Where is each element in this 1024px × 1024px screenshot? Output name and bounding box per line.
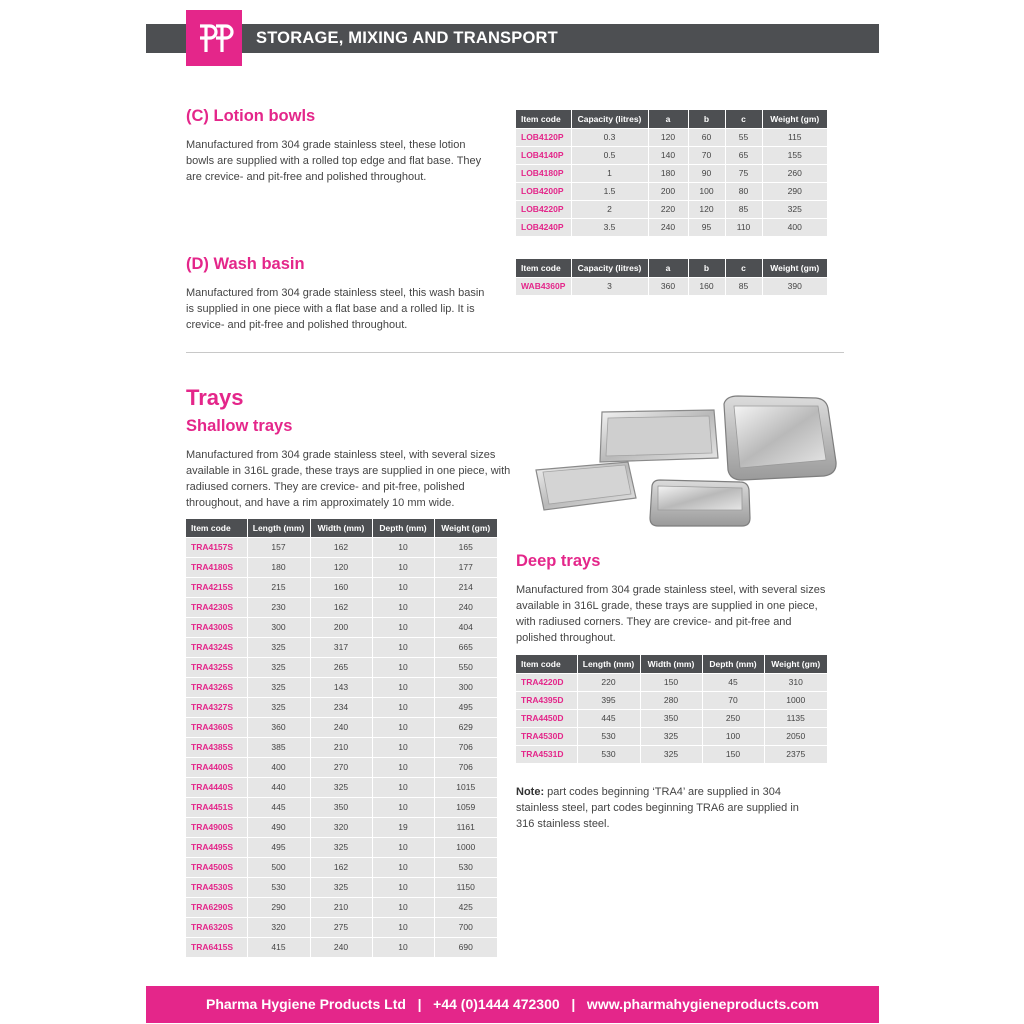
table-cell: 317 (310, 637, 372, 657)
item-code-cell: LOB4240P (516, 218, 571, 236)
table-cell: 629 (434, 717, 497, 737)
table-cell: 200 (648, 182, 688, 200)
table-cell: 162 (310, 597, 372, 617)
table-row (186, 557, 497, 577)
table-row (516, 218, 827, 236)
table-cell: 95 (688, 218, 725, 236)
column-header: Item code (186, 519, 247, 537)
table-cell: 300 (434, 677, 497, 697)
table-cell: 214 (434, 577, 497, 597)
column-header: Item code (516, 110, 571, 128)
table-row (516, 691, 827, 709)
table-cell: 220 (577, 673, 640, 691)
table-cell: 395 (577, 691, 640, 709)
item-code-cell: LOB4140P (516, 146, 571, 164)
table-row (186, 817, 497, 837)
table-cell: 10 (372, 837, 434, 857)
table-cell: 325 (640, 727, 702, 745)
item-code-cell: LOB4220P (516, 200, 571, 218)
table-row (516, 128, 827, 146)
table-row (186, 757, 497, 777)
item-code-cell: TRA4215S (186, 577, 247, 597)
table-cell: 220 (648, 200, 688, 218)
table-cell: 45 (702, 673, 764, 691)
table-cell: 65 (725, 146, 762, 164)
item-code-cell: TRA6320S (186, 917, 247, 937)
item-code-cell: TRA6415S (186, 937, 247, 957)
table-cell: 10 (372, 597, 434, 617)
table-cell: 180 (648, 164, 688, 182)
table-cell: 165 (434, 537, 497, 557)
table-cell: 10 (372, 797, 434, 817)
header-title: STORAGE, MIXING AND TRANSPORT (256, 29, 558, 47)
table-cell: 10 (372, 677, 434, 697)
item-code-cell: LOB4200P (516, 182, 571, 200)
column-header: Length (mm) (247, 519, 310, 537)
table-cell: 350 (640, 709, 702, 727)
table-cell: 75 (725, 164, 762, 182)
table-row (516, 200, 827, 218)
table-row (186, 597, 497, 617)
table-row (186, 697, 497, 717)
table-cell: 157 (247, 537, 310, 557)
table-cell: 280 (640, 691, 702, 709)
table-cell: 215 (247, 577, 310, 597)
table-cell: 100 (688, 182, 725, 200)
table-cell: 200 (310, 617, 372, 637)
table-row (186, 857, 497, 877)
table-cell: 690 (434, 937, 497, 957)
item-code-cell: TRA4230S (186, 597, 247, 617)
table-cell: 3 (571, 277, 648, 295)
table-cell: 400 (247, 757, 310, 777)
table-cell: 1059 (434, 797, 497, 817)
table-row (186, 897, 497, 917)
table-cell: 10 (372, 757, 434, 777)
item-code-cell: TRA4220D (516, 673, 577, 691)
stainless-trays-photo (528, 390, 840, 530)
table-row (186, 577, 497, 597)
item-code-cell: LOB4180P (516, 164, 571, 182)
table-cell: 275 (310, 917, 372, 937)
table-cell: 500 (247, 857, 310, 877)
table-cell: 350 (310, 797, 372, 817)
table-row (516, 709, 827, 727)
table-cell: 85 (725, 277, 762, 295)
column-header: Length (mm) (577, 655, 640, 673)
table-cell: 265 (310, 657, 372, 677)
table-header-row (516, 259, 827, 277)
table-cell: 10 (372, 637, 434, 657)
table-cell: 110 (725, 218, 762, 236)
item-code-cell: TRA4530D (516, 727, 577, 745)
table-cell: 240 (310, 717, 372, 737)
item-code-cell: TRA4395D (516, 691, 577, 709)
table-cell: 150 (640, 673, 702, 691)
table-header-row (516, 110, 827, 128)
table-cell: 530 (247, 877, 310, 897)
table-cell: 10 (372, 737, 434, 757)
table-cell: 10 (372, 537, 434, 557)
table-cell: 706 (434, 737, 497, 757)
item-code-cell: TRA4450D (516, 709, 577, 727)
table-cell: 85 (725, 200, 762, 218)
table-cell: 10 (372, 697, 434, 717)
table-row (186, 917, 497, 937)
table-cell: 2375 (764, 745, 827, 763)
table-cell: 1000 (764, 691, 827, 709)
table-cell: 530 (577, 745, 640, 763)
table-cell: 1 (571, 164, 648, 182)
table-row (186, 777, 497, 797)
column-header: a (648, 110, 688, 128)
table-cell: 250 (702, 709, 764, 727)
table-cell: 240 (434, 597, 497, 617)
deep-trays-table (516, 655, 827, 763)
table-row (186, 617, 497, 637)
table-cell: 325 (762, 200, 827, 218)
table-header-row (186, 519, 497, 537)
item-code-cell: TRA4180S (186, 557, 247, 577)
footer-contact: Pharma Hygiene Products Ltd | +44 (0)1444 472300 | www.pharmahygieneproducts.com (205, 996, 820, 1012)
table-cell: 290 (247, 897, 310, 917)
table-cell: 10 (372, 557, 434, 577)
table-cell: 1150 (434, 877, 497, 897)
table-cell: 210 (310, 897, 372, 917)
item-code-cell: TRA4440S (186, 777, 247, 797)
table-row (186, 677, 497, 697)
table-cell: 3.5 (571, 218, 648, 236)
table-row (516, 673, 827, 691)
column-header: a (648, 259, 688, 277)
column-header: c (725, 259, 762, 277)
item-code-cell: TRA4495S (186, 837, 247, 857)
note-label: Note: (516, 786, 545, 798)
table-cell: 143 (310, 677, 372, 697)
column-header: Capacity (litres) (571, 110, 648, 128)
column-header: Capacity (litres) (571, 259, 648, 277)
table-cell: 445 (577, 709, 640, 727)
item-code-cell: TRA4500S (186, 857, 247, 877)
table-cell: 400 (762, 218, 827, 236)
table-cell: 385 (247, 737, 310, 757)
table-cell: 19 (372, 817, 434, 837)
table-cell: 160 (310, 577, 372, 597)
table-cell: 1.5 (571, 182, 648, 200)
table-cell: 550 (434, 657, 497, 677)
shallow-trays-description: Manufactured from 304 grade stainless steel, with several sizes available in 316L grade, these trays are supplied in one piece, with radiused corners. They are crevice- and pit-free, polished throughout, and have a rim approximately 10 mm wide. (186, 449, 511, 509)
table-cell: 90 (688, 164, 725, 182)
shallow-trays-table (186, 519, 497, 957)
table-cell: 0.5 (571, 146, 648, 164)
table-cell: 120 (688, 200, 725, 218)
column-header: Item code (516, 259, 571, 277)
table-cell: 70 (702, 691, 764, 709)
table-cell: 360 (648, 277, 688, 295)
table-cell: 290 (762, 182, 827, 200)
item-code-cell: TRA4327S (186, 697, 247, 717)
table-cell: 2050 (764, 727, 827, 745)
table-cell: 120 (310, 557, 372, 577)
column-header: Depth (mm) (372, 519, 434, 537)
table-cell: 210 (310, 737, 372, 757)
material-note (516, 784, 816, 832)
table-cell: 445 (247, 797, 310, 817)
section-divider (186, 352, 844, 353)
wash-basin-table (516, 259, 827, 295)
table-row (516, 164, 827, 182)
table-row (186, 937, 497, 957)
table-row (516, 277, 827, 295)
item-code-cell: TRA4530S (186, 877, 247, 897)
table-cell: 665 (434, 637, 497, 657)
column-header: Weight (gm) (762, 259, 827, 277)
column-header: Weight (gm) (762, 110, 827, 128)
table-cell: 360 (247, 717, 310, 737)
table-cell: 240 (310, 937, 372, 957)
table-header-row (516, 655, 827, 673)
table-cell: 160 (688, 277, 725, 295)
column-header: b (688, 259, 725, 277)
item-code-cell: TRA4157S (186, 537, 247, 557)
column-header: b (688, 110, 725, 128)
wash-basin-title: (D) Wash basin (186, 255, 305, 273)
table-cell: 325 (640, 745, 702, 763)
table-cell: 162 (310, 537, 372, 557)
table-row (186, 717, 497, 737)
deep-trays-title: Deep trays (516, 552, 601, 570)
table-cell: 1015 (434, 777, 497, 797)
table-cell: 10 (372, 937, 434, 957)
table-row (186, 797, 497, 817)
table-cell: 260 (762, 164, 827, 182)
column-header: c (725, 110, 762, 128)
table-cell: 80 (725, 182, 762, 200)
table-row (186, 877, 497, 897)
item-code-cell: TRA4325S (186, 657, 247, 677)
table-cell: 495 (247, 837, 310, 857)
table-cell: 490 (247, 817, 310, 837)
column-header: Item code (516, 655, 577, 673)
shallow-trays-title: Shallow trays (186, 417, 293, 435)
table-cell: 10 (372, 617, 434, 637)
table-cell: 177 (434, 557, 497, 577)
table-cell: 1161 (434, 817, 497, 837)
note-text: part codes beginning ‘TRA4’ are supplied in 304 stainless steel, part codes beginning TRA6 are supplied in 316 stainless steel. (516, 786, 799, 830)
table-cell: 10 (372, 657, 434, 677)
table-cell: 530 (434, 857, 497, 877)
table-row (516, 182, 827, 200)
table-row (186, 737, 497, 757)
table-cell: 60 (688, 128, 725, 146)
table-cell: 706 (434, 757, 497, 777)
item-code-cell: TRA4360S (186, 717, 247, 737)
table-row (516, 727, 827, 745)
column-header: Depth (mm) (702, 655, 764, 673)
table-cell: 10 (372, 917, 434, 937)
table-cell: 150 (702, 745, 764, 763)
table-cell: 180 (247, 557, 310, 577)
table-cell: 325 (310, 837, 372, 857)
lotion-bowls-description: Manufactured from 304 grade stainless steel, these lotion bowls are supplied with a rolled top edge and flat base. They are crevice- and pit-free and polished throughout. (186, 139, 482, 183)
table-cell: 325 (310, 877, 372, 897)
item-code-cell: TRA4531D (516, 745, 577, 763)
item-code-cell: TRA4326S (186, 677, 247, 697)
item-code-cell: TRA4451S (186, 797, 247, 817)
table-cell: 300 (247, 617, 310, 637)
table-cell: 115 (762, 128, 827, 146)
table-cell: 700 (434, 917, 497, 937)
table-cell: 10 (372, 897, 434, 917)
table-cell: 55 (725, 128, 762, 146)
table-row (186, 537, 497, 557)
table-cell: 320 (310, 817, 372, 837)
table-cell: 404 (434, 617, 497, 637)
trays-title: Trays (186, 385, 244, 410)
table-cell: 390 (762, 277, 827, 295)
column-header: Weight (gm) (764, 655, 827, 673)
lotion-bowls-title: (C) Lotion bowls (186, 107, 316, 125)
lotion-bowls-table (516, 110, 827, 236)
table-cell: 320 (247, 917, 310, 937)
column-header: Weight (gm) (434, 519, 497, 537)
item-code-cell: TRA6290S (186, 897, 247, 917)
table-cell: 495 (434, 697, 497, 717)
wash-basin-description: Manufactured from 304 grade stainless steel, this wash basin is supplied in one piece with a flat base and a rolled lip. It is crevice- and pit-free and polished throughout. (186, 287, 485, 331)
table-cell: 100 (702, 727, 764, 745)
pharma-hygiene-logo-icon (186, 10, 242, 66)
table-cell: 325 (247, 657, 310, 677)
item-code-cell: WAB4360P (516, 277, 571, 295)
table-cell: 120 (648, 128, 688, 146)
table-cell: 10 (372, 777, 434, 797)
table-cell: 10 (372, 577, 434, 597)
item-code-cell: TRA4324S (186, 637, 247, 657)
item-code-cell: LOB4120P (516, 128, 571, 146)
table-row (186, 657, 497, 677)
table-cell: 10 (372, 857, 434, 877)
item-code-cell: TRA4300S (186, 617, 247, 637)
table-row (516, 146, 827, 164)
table-cell: 310 (764, 673, 827, 691)
table-cell: 325 (247, 637, 310, 657)
table-cell: 325 (310, 777, 372, 797)
table-cell: 1135 (764, 709, 827, 727)
item-code-cell: TRA4385S (186, 737, 247, 757)
table-cell: 0.3 (571, 128, 648, 146)
table-cell: 230 (247, 597, 310, 617)
table-cell: 325 (247, 697, 310, 717)
column-header: Width (mm) (310, 519, 372, 537)
table-cell: 10 (372, 877, 434, 897)
deep-trays-description: Manufactured from 304 grade stainless steel, with several sizes available in 316L grade, these trays are supplied in one piece, with radiused corners. They are crevice- and pit-free and polished throughout. (516, 584, 826, 644)
table-cell: 1000 (434, 837, 497, 857)
table-cell: 440 (247, 777, 310, 797)
table-cell: 234 (310, 697, 372, 717)
table-cell: 325 (247, 677, 310, 697)
table-cell: 155 (762, 146, 827, 164)
table-cell: 162 (310, 857, 372, 877)
item-code-cell: TRA4900S (186, 817, 247, 837)
item-code-cell: TRA4400S (186, 757, 247, 777)
table-row (186, 837, 497, 857)
table-cell: 2 (571, 200, 648, 218)
table-row (186, 637, 497, 657)
table-cell: 270 (310, 757, 372, 777)
table-cell: 425 (434, 897, 497, 917)
table-cell: 415 (247, 937, 310, 957)
table-cell: 10 (372, 717, 434, 737)
table-cell: 140 (648, 146, 688, 164)
table-cell: 240 (648, 218, 688, 236)
table-cell: 70 (688, 146, 725, 164)
footer-bar (146, 986, 879, 1023)
column-header: Width (mm) (640, 655, 702, 673)
table-row (516, 745, 827, 763)
table-cell: 530 (577, 727, 640, 745)
